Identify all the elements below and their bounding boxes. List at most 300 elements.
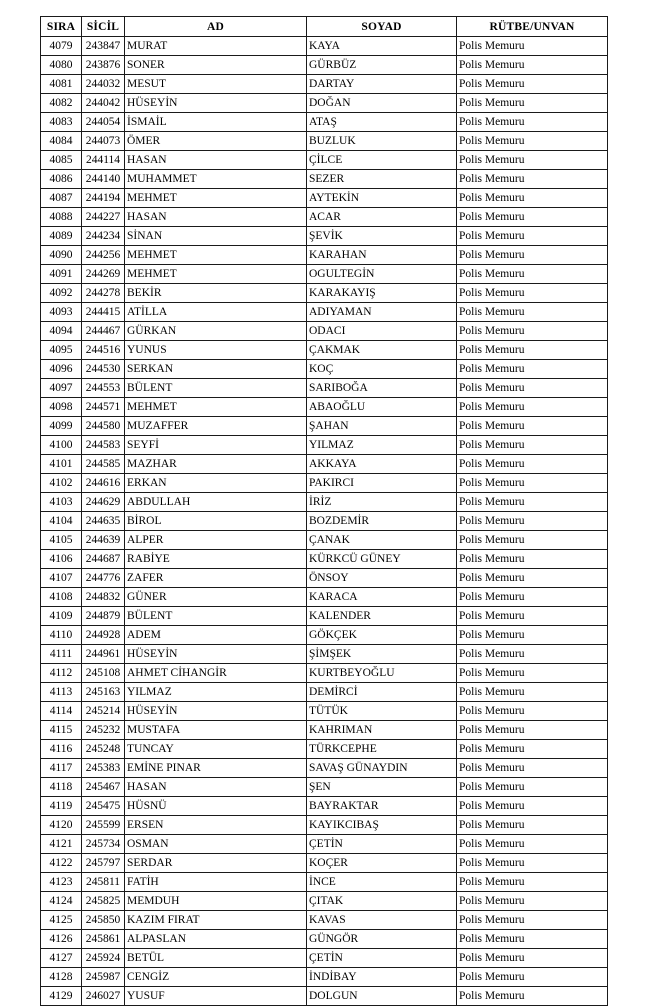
row-cell-rutbe: Polis Memuru (457, 227, 608, 246)
row-cell-rutbe: Polis Memuru (457, 645, 608, 664)
table-row (41, 94, 608, 113)
row-cell-ad: SİNAN (125, 227, 307, 246)
table-row (41, 56, 608, 75)
row-cell-rutbe: Polis Memuru (457, 189, 608, 208)
row-cell-sira: 4113 (41, 683, 82, 702)
row-cell-ad: ERKAN (125, 474, 307, 493)
row-cell-soyad: ÇETİN (307, 949, 457, 968)
row-cell-rutbe: Polis Memuru (457, 987, 608, 1006)
row-cell-sira: 4080 (41, 56, 82, 75)
row-cell-soyad: ŞEVİK (307, 227, 457, 246)
row-cell-sira: 4115 (41, 721, 82, 740)
column-header-ad: AD (125, 17, 307, 37)
column-header-sicil: SİCİL (82, 17, 125, 37)
row-cell-rutbe: Polis Memuru (457, 341, 608, 360)
row-cell-rutbe: Polis Memuru (457, 968, 608, 987)
row-cell-sira: 4128 (41, 968, 82, 987)
row-cell-ad: HÜSEYİN (125, 645, 307, 664)
row-cell-sira: 4129 (41, 987, 82, 1006)
table-row (41, 474, 608, 493)
row-cell-sicil: 245811 (82, 873, 125, 892)
row-cell-soyad: GÜRBÜZ (307, 56, 457, 75)
row-cell-sicil: 244583 (82, 436, 125, 455)
row-cell-sicil: 244054 (82, 113, 125, 132)
row-cell-sicil: 244832 (82, 588, 125, 607)
row-cell-sicil: 245232 (82, 721, 125, 740)
row-cell-sicil: 245214 (82, 702, 125, 721)
table-row (41, 930, 608, 949)
table-row (41, 284, 608, 303)
row-cell-soyad: KOÇER (307, 854, 457, 873)
row-cell-ad: SONER (125, 56, 307, 75)
row-cell-sira: 4106 (41, 550, 82, 569)
table-row (41, 75, 608, 94)
row-cell-sira: 4081 (41, 75, 82, 94)
row-cell-ad: GÜRKAN (125, 322, 307, 341)
row-cell-rutbe: Polis Memuru (457, 683, 608, 702)
row-cell-sicil: 245383 (82, 759, 125, 778)
row-cell-soyad: ÇETİN (307, 835, 457, 854)
row-cell-rutbe: Polis Memuru (457, 75, 608, 94)
row-cell-ad: MEMDUH (125, 892, 307, 911)
table-body (41, 37, 608, 1006)
row-cell-sicil: 244553 (82, 379, 125, 398)
row-cell-soyad: OGULTEGİN (307, 265, 457, 284)
row-cell-sira: 4125 (41, 911, 82, 930)
row-cell-rutbe: Polis Memuru (457, 208, 608, 227)
row-cell-soyad: ÖNSOY (307, 569, 457, 588)
row-cell-rutbe: Polis Memuru (457, 797, 608, 816)
row-cell-rutbe: Polis Memuru (457, 816, 608, 835)
row-cell-ad: HÜSEYİN (125, 94, 307, 113)
row-cell-sira: 4089 (41, 227, 82, 246)
row-cell-sira: 4111 (41, 645, 82, 664)
row-cell-sicil: 244234 (82, 227, 125, 246)
row-cell-sicil: 244639 (82, 531, 125, 550)
row-cell-ad: ATİLLA (125, 303, 307, 322)
row-cell-ad: MEHMET (125, 265, 307, 284)
row-cell-sira: 4114 (41, 702, 82, 721)
row-cell-ad: BİROL (125, 512, 307, 531)
row-cell-sicil: 244194 (82, 189, 125, 208)
row-cell-sira: 4101 (41, 455, 82, 474)
table-row (41, 797, 608, 816)
row-cell-rutbe: Polis Memuru (457, 854, 608, 873)
table-row (41, 550, 608, 569)
row-cell-ad: MUSTAFA (125, 721, 307, 740)
column-header-sira: SIRA (41, 17, 82, 37)
row-cell-sira: 4105 (41, 531, 82, 550)
row-cell-sicil: 245797 (82, 854, 125, 873)
table-row (41, 702, 608, 721)
row-cell-soyad: KARAKAYIŞ (307, 284, 457, 303)
row-cell-ad: CENGİZ (125, 968, 307, 987)
row-cell-soyad: ÇİLCE (307, 151, 457, 170)
row-cell-soyad: DOLGUN (307, 987, 457, 1006)
row-cell-sira: 4117 (41, 759, 82, 778)
row-cell-soyad: DOĞAN (307, 94, 457, 113)
row-cell-sicil: 245850 (82, 911, 125, 930)
row-cell-sicil: 244269 (82, 265, 125, 284)
table-row (41, 341, 608, 360)
row-cell-sicil: 244635 (82, 512, 125, 531)
table-row (41, 626, 608, 645)
row-cell-ad: MURAT (125, 37, 307, 56)
table-row (41, 436, 608, 455)
row-cell-sicil: 245734 (82, 835, 125, 854)
row-cell-sicil: 244073 (82, 132, 125, 151)
row-cell-ad: YUSUF (125, 987, 307, 1006)
row-cell-rutbe: Polis Memuru (457, 702, 608, 721)
row-cell-sira: 4086 (41, 170, 82, 189)
row-cell-sicil: 244140 (82, 170, 125, 189)
table-row (41, 379, 608, 398)
row-cell-sira: 4110 (41, 626, 82, 645)
column-header-soyad: SOYAD (307, 17, 457, 37)
row-cell-rutbe: Polis Memuru (457, 930, 608, 949)
row-cell-ad: MUZAFFER (125, 417, 307, 436)
row-cell-sicil: 244227 (82, 208, 125, 227)
row-cell-soyad: GÜNGÖR (307, 930, 457, 949)
row-cell-soyad: ADIYAMAN (307, 303, 457, 322)
row-cell-rutbe: Polis Memuru (457, 778, 608, 797)
row-cell-sira: 4097 (41, 379, 82, 398)
row-cell-soyad: ŞAHAN (307, 417, 457, 436)
row-cell-rutbe: Polis Memuru (457, 170, 608, 189)
row-cell-sira: 4104 (41, 512, 82, 531)
table-row (41, 303, 608, 322)
row-cell-rutbe: Polis Memuru (457, 835, 608, 854)
row-cell-soyad: KAVAS (307, 911, 457, 930)
row-cell-rutbe: Polis Memuru (457, 759, 608, 778)
row-cell-rutbe: Polis Memuru (457, 379, 608, 398)
table-row (41, 132, 608, 151)
row-cell-ad: MEHMET (125, 398, 307, 417)
table-row (41, 588, 608, 607)
row-cell-ad: RABİYE (125, 550, 307, 569)
row-cell-ad: BEKİR (125, 284, 307, 303)
table-row (41, 664, 608, 683)
row-cell-ad: YUNUS (125, 341, 307, 360)
row-cell-soyad: ATAŞ (307, 113, 457, 132)
row-cell-sira: 4122 (41, 854, 82, 873)
row-cell-sicil: 244571 (82, 398, 125, 417)
row-cell-sicil: 244776 (82, 569, 125, 588)
row-cell-rutbe: Polis Memuru (457, 626, 608, 645)
table-row (41, 949, 608, 968)
row-cell-soyad: SAVAŞ GÜNAYDIN (307, 759, 457, 778)
table-row (41, 322, 608, 341)
row-cell-rutbe: Polis Memuru (457, 607, 608, 626)
row-cell-sicil: 245163 (82, 683, 125, 702)
row-cell-rutbe: Polis Memuru (457, 417, 608, 436)
table-row (41, 683, 608, 702)
row-cell-rutbe: Polis Memuru (457, 740, 608, 759)
table-row (41, 740, 608, 759)
row-cell-sira: 4093 (41, 303, 82, 322)
table-row (41, 208, 608, 227)
table-row (41, 968, 608, 987)
row-cell-soyad: DARTAY (307, 75, 457, 94)
row-cell-rutbe: Polis Memuru (457, 436, 608, 455)
row-cell-soyad: KARACA (307, 588, 457, 607)
row-cell-soyad: ÇANAK (307, 531, 457, 550)
row-cell-soyad: BOZDEMİR (307, 512, 457, 531)
table-row (41, 265, 608, 284)
row-cell-soyad: BUZLUK (307, 132, 457, 151)
row-cell-sicil: 245861 (82, 930, 125, 949)
table-row (41, 778, 608, 797)
row-cell-ad: ABDULLAH (125, 493, 307, 512)
table-row (41, 360, 608, 379)
row-cell-sira: 4121 (41, 835, 82, 854)
row-cell-soyad: ÇITAK (307, 892, 457, 911)
row-cell-soyad: YILMAZ (307, 436, 457, 455)
row-cell-soyad: SARIBOĞA (307, 379, 457, 398)
roster-table-container (40, 16, 607, 1006)
row-cell-sira: 4085 (41, 151, 82, 170)
row-cell-ad: BETÜL (125, 949, 307, 968)
row-cell-sicil: 244629 (82, 493, 125, 512)
table-row (41, 417, 608, 436)
row-cell-ad: MAZHAR (125, 455, 307, 474)
row-cell-sicil: 244687 (82, 550, 125, 569)
table-row (41, 721, 608, 740)
row-cell-rutbe: Polis Memuru (457, 455, 608, 474)
row-cell-ad: ALPER (125, 531, 307, 550)
table-row (41, 987, 608, 1006)
row-cell-sicil: 245475 (82, 797, 125, 816)
row-cell-rutbe: Polis Memuru (457, 132, 608, 151)
row-cell-rutbe: Polis Memuru (457, 493, 608, 512)
row-cell-ad: EMİNE PINAR (125, 759, 307, 778)
row-cell-sicil: 246027 (82, 987, 125, 1006)
row-cell-sira: 4126 (41, 930, 82, 949)
row-cell-soyad: ÇAKMAK (307, 341, 457, 360)
row-cell-soyad: KAHRIMAN (307, 721, 457, 740)
row-cell-soyad: PAKIRCI (307, 474, 457, 493)
row-cell-sicil: 244278 (82, 284, 125, 303)
row-cell-sira: 4118 (41, 778, 82, 797)
row-cell-ad: GÜNER (125, 588, 307, 607)
row-cell-sira: 4119 (41, 797, 82, 816)
row-cell-sira: 4123 (41, 873, 82, 892)
row-cell-sicil: 244616 (82, 474, 125, 493)
table-row (41, 170, 608, 189)
row-cell-sicil: 244585 (82, 455, 125, 474)
row-cell-soyad: KARAHAN (307, 246, 457, 265)
row-cell-sicil: 244415 (82, 303, 125, 322)
row-cell-ad: HASAN (125, 208, 307, 227)
row-cell-sicil: 244961 (82, 645, 125, 664)
row-cell-soyad: SEZER (307, 170, 457, 189)
row-cell-ad: KAZIM FIRAT (125, 911, 307, 930)
row-cell-soyad: ŞEN (307, 778, 457, 797)
row-cell-sira: 4091 (41, 265, 82, 284)
row-cell-sira: 4090 (41, 246, 82, 265)
row-cell-rutbe: Polis Memuru (457, 474, 608, 493)
row-cell-rutbe: Polis Memuru (457, 360, 608, 379)
row-cell-soyad: KALENDER (307, 607, 457, 626)
row-cell-ad: MESUT (125, 75, 307, 94)
row-cell-rutbe: Polis Memuru (457, 246, 608, 265)
row-cell-ad: MUHAMMET (125, 170, 307, 189)
row-cell-sira: 4088 (41, 208, 82, 227)
row-cell-sicil: 243847 (82, 37, 125, 56)
row-cell-ad: BÜLENT (125, 607, 307, 626)
row-cell-soyad: AKKAYA (307, 455, 457, 474)
table-row (41, 531, 608, 550)
row-cell-ad: TUNCAY (125, 740, 307, 759)
row-cell-soyad: GÖKÇEK (307, 626, 457, 645)
row-cell-rutbe: Polis Memuru (457, 265, 608, 284)
table-row (41, 873, 608, 892)
row-cell-ad: HASAN (125, 151, 307, 170)
row-cell-sira: 4100 (41, 436, 82, 455)
row-cell-ad: AHMET CİHANGİR (125, 664, 307, 683)
row-cell-sicil: 244580 (82, 417, 125, 436)
row-cell-ad: FATİH (125, 873, 307, 892)
row-cell-rutbe: Polis Memuru (457, 588, 608, 607)
row-cell-soyad: KAYIKCIBAŞ (307, 816, 457, 835)
row-cell-ad: MEHMET (125, 246, 307, 265)
row-cell-rutbe: Polis Memuru (457, 949, 608, 968)
row-cell-sira: 4084 (41, 132, 82, 151)
row-cell-sicil: 244879 (82, 607, 125, 626)
row-cell-ad: ADEM (125, 626, 307, 645)
row-cell-rutbe: Polis Memuru (457, 284, 608, 303)
row-cell-sicil: 245924 (82, 949, 125, 968)
row-cell-sicil: 244516 (82, 341, 125, 360)
row-cell-sicil: 244114 (82, 151, 125, 170)
row-cell-soyad: ŞİMŞEK (307, 645, 457, 664)
row-cell-sicil: 245108 (82, 664, 125, 683)
row-cell-ad: BÜLENT (125, 379, 307, 398)
row-cell-sicil: 244042 (82, 94, 125, 113)
row-cell-ad: ZAFER (125, 569, 307, 588)
row-cell-ad: SERKAN (125, 360, 307, 379)
row-cell-sicil: 245825 (82, 892, 125, 911)
table-row (41, 569, 608, 588)
table-row (41, 607, 608, 626)
table-row (41, 645, 608, 664)
table-row (41, 892, 608, 911)
table-row (41, 493, 608, 512)
row-cell-rutbe: Polis Memuru (457, 56, 608, 75)
row-cell-rutbe: Polis Memuru (457, 322, 608, 341)
row-cell-ad: HASAN (125, 778, 307, 797)
row-cell-rutbe: Polis Memuru (457, 512, 608, 531)
row-cell-soyad: ODACI (307, 322, 457, 341)
row-cell-rutbe: Polis Memuru (457, 569, 608, 588)
row-cell-sira: 4079 (41, 37, 82, 56)
row-cell-ad: MEHMET (125, 189, 307, 208)
row-cell-soyad: İNCE (307, 873, 457, 892)
row-cell-rutbe: Polis Memuru (457, 94, 608, 113)
row-cell-sira: 4094 (41, 322, 82, 341)
row-cell-rutbe: Polis Memuru (457, 873, 608, 892)
row-cell-sira: 4116 (41, 740, 82, 759)
row-cell-sicil: 244467 (82, 322, 125, 341)
row-cell-sira: 4112 (41, 664, 82, 683)
row-cell-soyad: TÜTÜK (307, 702, 457, 721)
table-row (41, 911, 608, 930)
row-cell-sira: 4109 (41, 607, 82, 626)
row-cell-sira: 4124 (41, 892, 82, 911)
table-row (41, 816, 608, 835)
row-cell-sira: 4127 (41, 949, 82, 968)
column-header-rutbe: RÜTBE/UNVAN (457, 17, 608, 37)
header-row (41, 17, 608, 37)
row-cell-soyad: ACAR (307, 208, 457, 227)
row-cell-sicil: 245599 (82, 816, 125, 835)
row-cell-sicil: 244032 (82, 75, 125, 94)
row-cell-sira: 4087 (41, 189, 82, 208)
row-cell-sira: 4103 (41, 493, 82, 512)
table-row (41, 455, 608, 474)
row-cell-rutbe: Polis Memuru (457, 911, 608, 930)
row-cell-sira: 4102 (41, 474, 82, 493)
row-cell-soyad: KAYA (307, 37, 457, 56)
table-row (41, 227, 608, 246)
row-cell-ad: OSMAN (125, 835, 307, 854)
table-row (41, 151, 608, 170)
row-cell-ad: ERSEN (125, 816, 307, 835)
row-cell-ad: YILMAZ (125, 683, 307, 702)
row-cell-sicil: 244256 (82, 246, 125, 265)
row-cell-soyad: TÜRKCEPHE (307, 740, 457, 759)
row-cell-rutbe: Polis Memuru (457, 892, 608, 911)
row-cell-sira: 4107 (41, 569, 82, 588)
row-cell-sicil: 243876 (82, 56, 125, 75)
row-cell-sira: 4096 (41, 360, 82, 379)
table-header (41, 17, 608, 37)
row-cell-ad: SERDAR (125, 854, 307, 873)
row-cell-sira: 4108 (41, 588, 82, 607)
row-cell-rutbe: Polis Memuru (457, 151, 608, 170)
row-cell-soyad: KURTBEYOĞLU (307, 664, 457, 683)
row-cell-sira: 4095 (41, 341, 82, 360)
row-cell-ad: İSMAİL (125, 113, 307, 132)
row-cell-soyad: BAYRAKTAR (307, 797, 457, 816)
table-row (41, 512, 608, 531)
table-row (41, 854, 608, 873)
row-cell-sira: 4099 (41, 417, 82, 436)
row-cell-ad: HÜSNÜ (125, 797, 307, 816)
row-cell-sicil: 244928 (82, 626, 125, 645)
table-row (41, 113, 608, 132)
row-cell-rutbe: Polis Memuru (457, 113, 608, 132)
table-row (41, 759, 608, 778)
row-cell-sira: 4092 (41, 284, 82, 303)
row-cell-sira: 4082 (41, 94, 82, 113)
row-cell-ad: ÖMER (125, 132, 307, 151)
row-cell-soyad: DEMİRCİ (307, 683, 457, 702)
row-cell-soyad: ABAOĞLU (307, 398, 457, 417)
row-cell-sicil: 245987 (82, 968, 125, 987)
row-cell-sicil: 245248 (82, 740, 125, 759)
row-cell-soyad: AYTEKİN (307, 189, 457, 208)
table-row (41, 246, 608, 265)
row-cell-ad: SEYFİ (125, 436, 307, 455)
row-cell-sira: 4083 (41, 113, 82, 132)
row-cell-rutbe: Polis Memuru (457, 664, 608, 683)
row-cell-soyad: KÜRKCÜ GÜNEY (307, 550, 457, 569)
row-cell-rutbe: Polis Memuru (457, 303, 608, 322)
table-row (41, 835, 608, 854)
row-cell-rutbe: Polis Memuru (457, 550, 608, 569)
row-cell-sira: 4098 (41, 398, 82, 417)
